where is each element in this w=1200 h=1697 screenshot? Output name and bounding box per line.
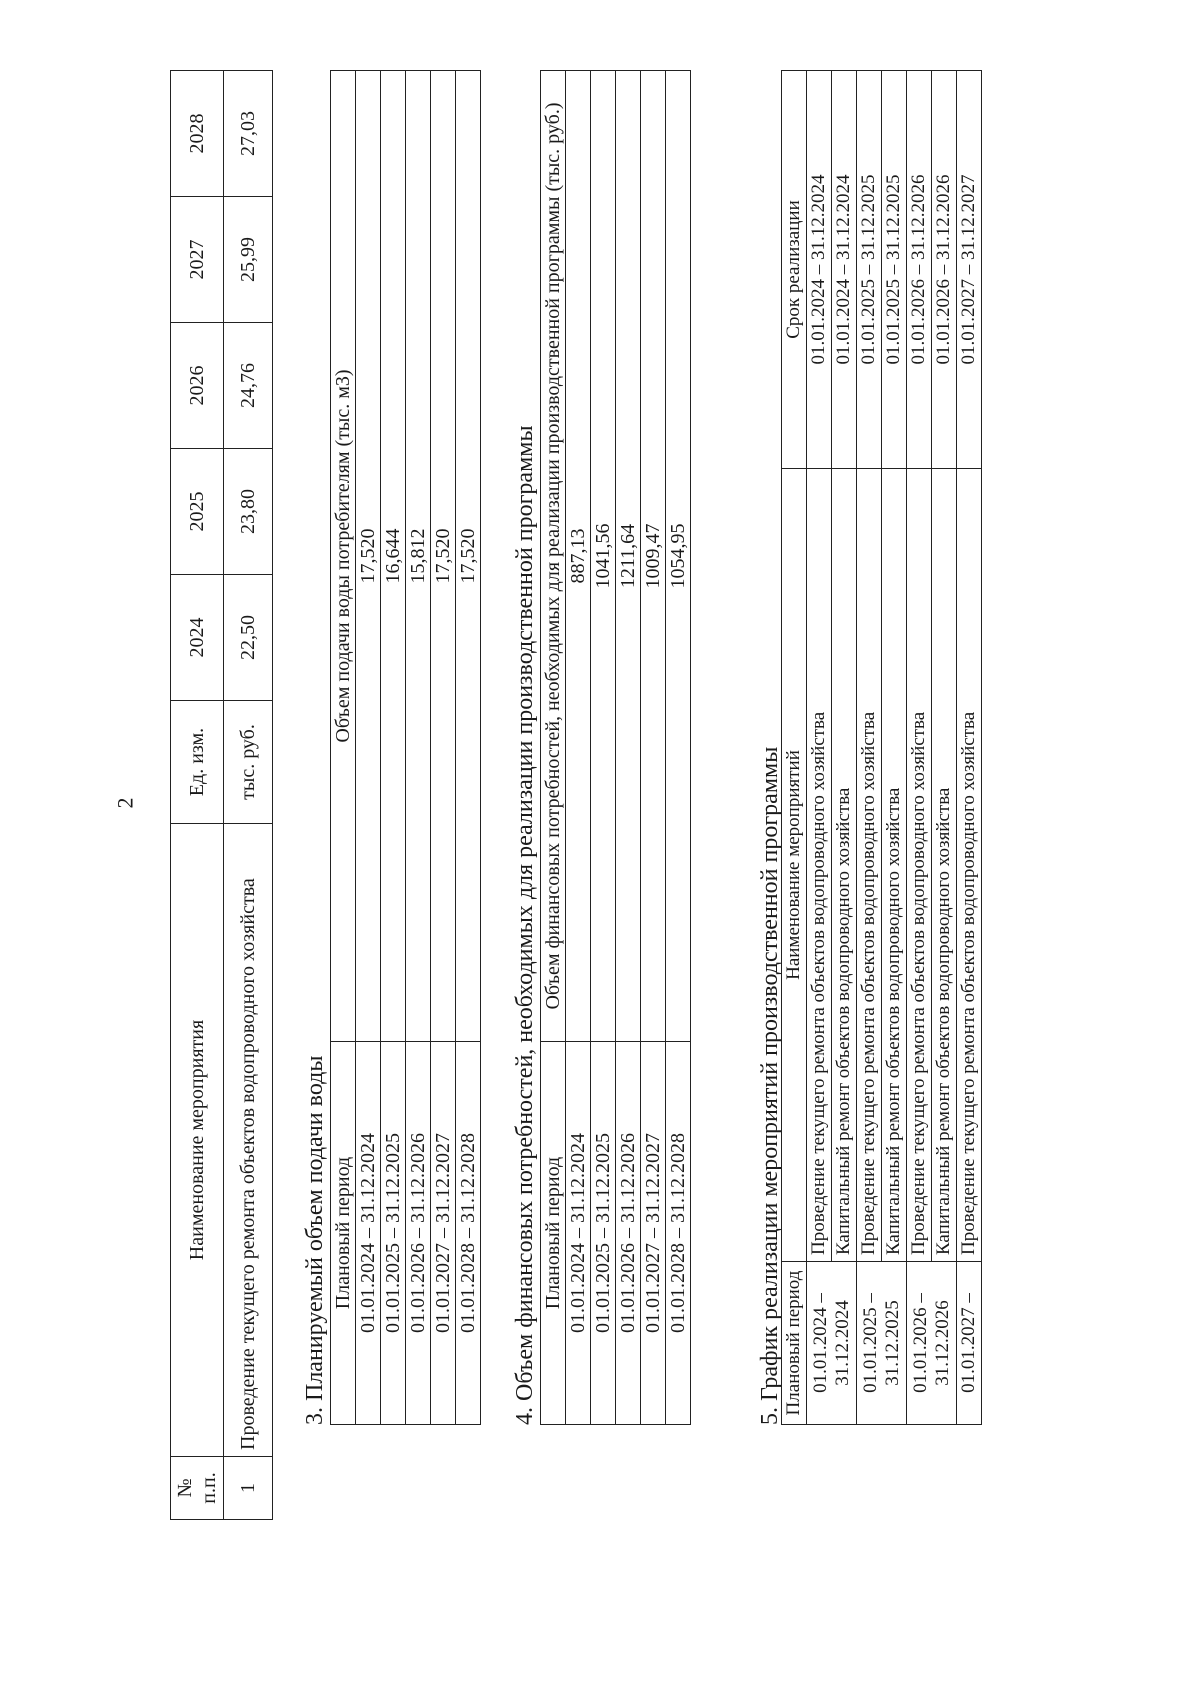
col-term: Срок реализации — [782, 71, 807, 469]
col-year: 2027 — [171, 197, 224, 323]
cell-measure: Проведение текущего ремонта объектов водопроводного хозяйства — [957, 469, 982, 1262]
section3-title: 3. Планируемый объем подачи воды — [302, 1055, 328, 1425]
rotated-content — [170, 70, 1070, 1520]
row-value: 24,76 — [224, 323, 273, 449]
col-year: 2026 — [171, 323, 224, 449]
cell-value: 1211,64 — [616, 71, 641, 1042]
table-row — [356, 71, 381, 1425]
cell-measure: Проведение текущего ремонта объектов водопроводного хозяйства — [807, 469, 832, 1262]
cell-value: 1054,95 — [666, 71, 691, 1042]
cell-period: 01.01.2025 – 31.12.2025 — [381, 1042, 406, 1425]
cell-measure: Капитальный ремонт объектов водопроводного хозяйства — [832, 469, 857, 1262]
section5-title: 5. График реализации мероприятий производственной программы — [757, 746, 783, 1425]
section4-title: 4. Объем финансовых потребностей, необходимых для реализации производственной программы — [512, 425, 538, 1425]
table-row — [666, 71, 691, 1425]
cell-period: 01.01.2024 – 31.12.2024 — [356, 1042, 381, 1425]
col-year: 2024 — [171, 575, 224, 701]
col-finance: Объем финансовых потребностей, необходимых для реализации производственной программы (тыс. руб.) — [541, 71, 566, 1042]
col-period: Плановый период — [541, 1042, 566, 1425]
col-volume: Объем подачи воды потребителям (тыс. м3) — [331, 71, 356, 1042]
cell-term: 01.01.2024 – 31.12.2024 — [832, 71, 857, 469]
cell-measure: Проведение текущего ремонта объектов водопроводного хозяйства — [857, 469, 882, 1262]
table-row — [406, 71, 431, 1425]
table-row — [807, 71, 832, 1425]
table-row — [431, 71, 456, 1425]
cell-period: 01.01.2026 – 31.12.2026 — [616, 1042, 641, 1425]
cell-period: 01.01.2024 – 31.12.2024 — [807, 1262, 857, 1425]
cell-value: 1009,47 — [641, 71, 666, 1042]
financial-needs-table — [540, 70, 691, 1425]
cell-term: 01.01.2026 – 31.12.2026 — [932, 71, 957, 469]
table-header-row — [782, 71, 807, 1425]
col-year: 2025 — [171, 449, 224, 575]
measures-cost-table — [170, 70, 273, 1520]
cell-term: 01.01.2025 – 31.12.2025 — [857, 71, 882, 469]
table-row — [857, 71, 882, 1425]
row-name: Проведение текущего ремонта объектов водопроводного хозяйства — [224, 824, 273, 1457]
cell-value: 17,520 — [356, 71, 381, 1042]
cell-value: 17,520 — [456, 71, 481, 1042]
col-year: 2028 — [171, 71, 224, 197]
table-row — [591, 71, 616, 1425]
table-header-row — [171, 71, 224, 1520]
cell-term: 01.01.2025 – 31.12.2025 — [882, 71, 907, 469]
financial-needs-rows — [566, 71, 691, 1425]
table-row — [381, 71, 406, 1425]
cell-measure: Капитальный ремонт объектов водопроводного хозяйства — [882, 469, 907, 1262]
cell-period: 01.01.2028 – 31.12.2028 — [456, 1042, 481, 1425]
cell-value: 887,13 — [566, 71, 591, 1042]
cell-period: 01.01.2025 – 31.12.2025 — [857, 1262, 907, 1425]
cell-measure: Капитальный ремонт объектов водопроводного хозяйства — [932, 469, 957, 1262]
table-row — [456, 71, 481, 1425]
table-row — [641, 71, 666, 1425]
water-volume-table — [330, 70, 481, 1425]
cell-value: 17,520 — [431, 71, 456, 1042]
row-unit: тыс. руб. — [224, 701, 273, 824]
table-row — [832, 71, 857, 1425]
col-measures: Наименование мероприятий — [782, 469, 807, 1262]
cell-value: 1041,56 — [591, 71, 616, 1042]
col-period: Плановый период — [782, 1262, 807, 1425]
cell-term: 01.01.2026 – 31.12.2026 — [907, 71, 932, 469]
cell-value: 16,644 — [381, 71, 406, 1042]
row-value: 27,03 — [224, 71, 273, 197]
schedule-table — [781, 70, 982, 1425]
cell-period: 01.01.2025 – 31.12.2025 — [591, 1042, 616, 1425]
cell-measure: Проведение текущего ремонта объектов водопроводного хозяйства — [907, 469, 932, 1262]
col-unit: Ед. изм. — [171, 701, 224, 824]
cell-period: 01.01.2024 – 31.12.2024 — [566, 1042, 591, 1425]
water-volume-rows — [356, 71, 481, 1425]
col-name: Наименование мероприятия — [171, 824, 224, 1457]
cell-period: 01.01.2027 – 31.12.2027 — [431, 1042, 456, 1425]
cell-period: 01.01.2026 – 31.12.2026 — [907, 1262, 957, 1425]
row-value: 22,50 — [224, 575, 273, 701]
table-row — [616, 71, 641, 1425]
schedule-rows — [807, 71, 982, 1425]
table-row — [566, 71, 591, 1425]
table-row — [224, 71, 273, 1520]
cell-period: 01.01.2028 – 31.12.2028 — [666, 1042, 691, 1425]
row-value: 23,80 — [224, 449, 273, 575]
table-header-row — [331, 71, 356, 1425]
table-row — [957, 71, 982, 1425]
cell-value: 15,812 — [406, 71, 431, 1042]
table-header-row — [541, 71, 566, 1425]
col-period: Плановый период — [331, 1042, 356, 1425]
table-row — [932, 71, 957, 1425]
cell-period: 01.01.2027 – — [957, 1262, 982, 1425]
col-num: № п.п. — [171, 1457, 224, 1520]
row-num: 1 — [224, 1457, 273, 1520]
table-row — [907, 71, 932, 1425]
cell-term: 01.01.2027 – 31.12.2027 — [957, 71, 982, 469]
page-number: 2 — [112, 797, 138, 809]
cell-term: 01.01.2024 – 31.12.2024 — [807, 71, 832, 469]
table-row — [882, 71, 907, 1425]
cell-period: 01.01.2027 – 31.12.2027 — [641, 1042, 666, 1425]
row-value: 25,99 — [224, 197, 273, 323]
cell-period: 01.01.2026 – 31.12.2026 — [406, 1042, 431, 1425]
